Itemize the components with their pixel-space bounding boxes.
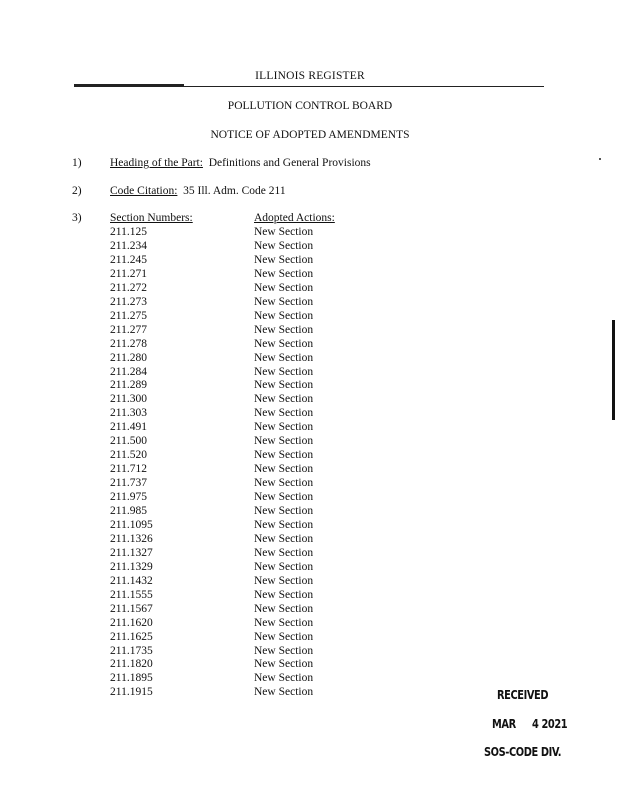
section-number: 211.273 bbox=[110, 295, 147, 308]
item-1-number: 1) bbox=[72, 157, 82, 169]
stamp-division: SOS-CODE DIV. bbox=[484, 745, 562, 759]
agency-name: POLLUTION CONTROL BOARD bbox=[227, 100, 393, 112]
section-action: New Section bbox=[254, 546, 314, 559]
section-number: 211.1327 bbox=[110, 546, 153, 559]
section-number: 211.300 bbox=[110, 393, 147, 406]
section-number: 211.271 bbox=[110, 267, 147, 280]
section-number: 211.234 bbox=[110, 239, 147, 252]
section-number: 211.275 bbox=[110, 309, 147, 322]
section-action: New Section bbox=[254, 281, 314, 294]
section-number: 211.1326 bbox=[110, 532, 153, 545]
section-action: New Section bbox=[254, 407, 314, 420]
section-number: 211.520 bbox=[110, 449, 147, 462]
section-action: New Section bbox=[254, 532, 314, 545]
section-action: New Section bbox=[254, 505, 314, 517]
section-action: New Section bbox=[254, 491, 314, 504]
section-action: New Section bbox=[254, 365, 314, 378]
item-2-number: 2) bbox=[72, 185, 82, 197]
section-action: New Section bbox=[254, 560, 314, 573]
section-action: New Section bbox=[254, 588, 314, 601]
item-3-number: 3) bbox=[72, 212, 82, 224]
section-action: New Section bbox=[254, 239, 314, 252]
item-2-label: Code Citation: bbox=[110, 185, 178, 197]
section-action: New Section bbox=[254, 574, 314, 587]
section-action: New Section bbox=[254, 226, 314, 238]
section-action: New Section bbox=[254, 630, 314, 643]
section-action: New Section bbox=[254, 658, 314, 671]
section-number: 211.975 bbox=[110, 491, 147, 504]
section-action: New Section bbox=[254, 644, 314, 657]
section-number: 211.280 bbox=[110, 351, 147, 364]
section-number: 211.491 bbox=[110, 421, 147, 434]
notice-title: NOTICE OF ADOPTED AMENDMENTS bbox=[210, 129, 410, 141]
section-action: New Section bbox=[254, 253, 314, 266]
section-action: New Section bbox=[254, 323, 314, 336]
section-number: 211.1555 bbox=[110, 588, 153, 601]
stamp-month: MAR bbox=[492, 717, 516, 731]
header-rule bbox=[74, 86, 544, 87]
section-action: New Section bbox=[254, 295, 314, 308]
section-number: 211.500 bbox=[110, 435, 147, 448]
section-number: 211.1432 bbox=[110, 574, 153, 587]
section-action: New Section bbox=[254, 393, 314, 406]
section-action: New Section bbox=[254, 337, 314, 350]
section-number: 211.272 bbox=[110, 281, 147, 294]
section-numbers-header: Section Numbers: bbox=[110, 212, 193, 224]
section-number: 211.1625 bbox=[110, 630, 153, 643]
section-number: 211.284 bbox=[110, 365, 147, 378]
item-1-value: Definitions and General Provisions bbox=[208, 157, 371, 169]
section-action: New Section bbox=[254, 477, 314, 490]
section-number: 211.712 bbox=[110, 463, 147, 476]
section-number: 211.125 bbox=[110, 226, 147, 238]
section-action: New Section bbox=[254, 435, 314, 448]
section-action: New Section bbox=[254, 449, 314, 462]
section-number: 211.1820 bbox=[110, 658, 153, 671]
item-1 bbox=[110, 157, 371, 169]
section-number: 211.303 bbox=[110, 407, 147, 420]
section-action: New Section bbox=[254, 672, 314, 685]
section-number: 211.985 bbox=[110, 505, 147, 517]
section-action: New Section bbox=[254, 518, 314, 531]
section-number: 211.1735 bbox=[110, 644, 153, 657]
section-action: New Section bbox=[254, 379, 314, 392]
stamp-received: RECEIVED bbox=[497, 688, 549, 702]
item-1-label: Heading of the Part: bbox=[110, 157, 203, 169]
register-title: ILLINOIS REGISTER bbox=[255, 70, 365, 82]
section-action: New Section bbox=[254, 686, 314, 699]
section-action: New Section bbox=[254, 463, 314, 476]
section-number: 211.1620 bbox=[110, 616, 153, 629]
section-number: 211.1095 bbox=[110, 518, 153, 531]
scan-edge-bar bbox=[612, 320, 615, 420]
section-action: New Section bbox=[254, 421, 314, 434]
section-number: 211.1567 bbox=[110, 602, 153, 615]
section-number: 211.1329 bbox=[110, 560, 153, 573]
section-action: New Section bbox=[254, 309, 314, 322]
section-action: New Section bbox=[254, 602, 314, 615]
section-number: 211.245 bbox=[110, 253, 147, 266]
item-2 bbox=[110, 185, 286, 197]
section-action: New Section bbox=[254, 267, 314, 280]
item-2-value: 35 Ill. Adm. Code 211 bbox=[183, 185, 286, 197]
section-number: 211.278 bbox=[110, 337, 147, 350]
adopted-actions-header: Adopted Actions: bbox=[254, 212, 335, 224]
section-number: 211.277 bbox=[110, 323, 147, 336]
section-action: New Section bbox=[254, 351, 314, 364]
stamp-date: 4 2021 bbox=[532, 717, 568, 731]
section-action: New Section bbox=[254, 616, 314, 629]
section-number: 211.737 bbox=[110, 477, 147, 490]
section-number: 211.1895 bbox=[110, 672, 153, 685]
section-number: 211.1915 bbox=[110, 686, 153, 699]
scan-speck bbox=[599, 158, 601, 160]
section-number: 211.289 bbox=[110, 379, 147, 392]
